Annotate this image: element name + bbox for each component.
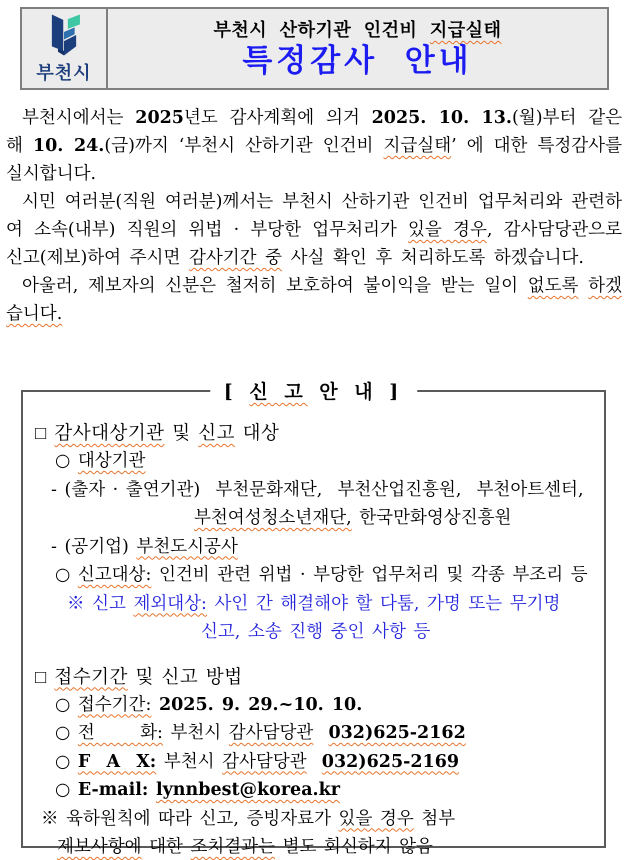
- intro-paragraph-3: [6, 272, 622, 328]
- text-run: □: [35, 665, 55, 687]
- text-run: 사실 확인 후 처리하도록 하겠습니다.: [282, 248, 584, 268]
- text-run: F A X:: [77, 751, 157, 772]
- logo-caption: 부천시: [36, 62, 92, 83]
- text-run: 지급실태: [429, 20, 502, 40]
- text-run: ’ 에 대한 특정감사를 실시합니다.: [6, 136, 622, 184]
- text-run: 대상: [234, 422, 280, 443]
- text-run: ※ 신고: [67, 593, 134, 614]
- text-run: ○: [55, 780, 78, 800]
- text-run: 시민 여러분(직원 여러분)께서는 부천시 산하기관 인건비 업무처리와 관련하여 소속(내부) 직원의 위법 · 부당한 업무처리가: [6, 192, 622, 240]
- header-title-cell: [108, 9, 607, 88]
- bucheon-city-logo-icon: [41, 13, 87, 57]
- logo-cell: [22, 9, 108, 88]
- text-run: [: [223, 381, 250, 403]
- text-run: 대상기관: [77, 451, 146, 471]
- text-run: ○: [55, 751, 78, 772]
- text-run: ○: [55, 565, 78, 585]
- text-run: 부천여성청소년재단,: [194, 508, 352, 528]
- intro-paragraph-1: [6, 104, 622, 188]
- text-run: 032)625-2169: [321, 751, 460, 772]
- text-run: 안 내 ]: [307, 381, 404, 403]
- text-run: lynnbest@korea.kr: [155, 780, 340, 800]
- text-run: 제보사항에: [57, 837, 142, 857]
- section1-heading: [35, 418, 598, 447]
- text-run: 032)625-2162: [328, 723, 466, 743]
- text-run: - (공기업): [51, 536, 137, 557]
- line-phone: [55, 719, 598, 748]
- text-run: 한국만화영상진흥원: [351, 508, 512, 528]
- line-reception-period: [55, 691, 598, 720]
- text-run: [578, 276, 588, 296]
- report-guide-box: [21, 381, 606, 857]
- text-run: 부천시 산하기관 인건비: [213, 20, 430, 40]
- text-run: 접수기간:: [77, 694, 152, 715]
- text-run: 조치결과는: [190, 837, 275, 857]
- text-run: 인건비 관련 위법 · 부당한 업무처리 및 각종 부조리 등: [151, 565, 588, 585]
- text-run: 부천시에서는: [22, 108, 136, 128]
- line-invested-orgs: [51, 476, 598, 505]
- text-run: 신고대상:: [77, 565, 152, 585]
- text-run: [313, 723, 328, 743]
- text-run: 아울러, 제보자의 신분은 철저히 보호하여 불이익을 받는 일이: [22, 276, 528, 296]
- text-run: 사인 간 해결해야 할 다툼, 가명 또는 무기명: [206, 593, 561, 614]
- text-run: 별도 회신하지 않음: [275, 837, 433, 857]
- text-run: 전 화:: [77, 723, 163, 743]
- text-run: , 감사담당관으로 신고(제보)하여 주시면: [6, 220, 622, 268]
- line-invested-orgs-cont: [194, 504, 598, 533]
- text-run: E-mail:: [77, 780, 149, 800]
- text-run: (금)까지 ‘부천시 산하기관 인건비: [104, 136, 384, 156]
- text-run: 감사담당관: [222, 751, 307, 772]
- text-run: 2025: [135, 108, 184, 128]
- text-run: 년도 감사계획에 의거: [183, 108, 372, 128]
- line-fax: [55, 748, 598, 777]
- text-run: 신고, 소송 진행 중인 사항 등: [201, 622, 431, 642]
- line-report-exclusions-2: [201, 618, 598, 647]
- line-email: [55, 776, 598, 805]
- text-run: - (출자 · 출연기관) 부천문화재단, 부천산업진흥원, 부천아트센터,: [51, 479, 584, 500]
- line-note-no-reply-text: [23, 833, 433, 860]
- text-run: 신고: [198, 422, 235, 443]
- text-run: 첨부: [413, 808, 456, 829]
- section2-heading: [35, 662, 598, 691]
- text-run: 2025. 10. 13.: [371, 108, 512, 128]
- text-run: 제외대상:: [133, 593, 207, 614]
- line-note-no-reply: [29, 833, 598, 860]
- text-run: 없도록: [527, 276, 579, 296]
- document-header: [20, 7, 609, 90]
- text-run: 부천도시공사: [136, 536, 238, 557]
- intro-paragraph-2: [6, 188, 622, 272]
- text-run: ○: [55, 451, 78, 471]
- text-run: 신 고: [249, 381, 308, 403]
- text-run: 및: [164, 422, 199, 443]
- text-run: 감사대상기관: [54, 422, 165, 443]
- text-run: 하겠습니다.: [6, 276, 622, 324]
- text-run: 대한: [141, 837, 191, 857]
- report-guide-box-title: [210, 377, 417, 404]
- text-run: [148, 780, 156, 800]
- intro-section: [6, 104, 622, 328]
- text-run: ○: [55, 694, 78, 715]
- header-title-line1: [214, 18, 502, 42]
- text-run: 있을 경우: [338, 808, 414, 829]
- header-title-line2: 특정감사 안내: [242, 43, 473, 78]
- line-note-attach: [41, 805, 598, 834]
- line-report-target: [55, 561, 598, 590]
- text-run: 감사기간 중: [188, 248, 283, 268]
- line-public-corporation: [51, 533, 598, 562]
- text-run: 2025. 9. 29.~10. 10.: [158, 694, 363, 715]
- line-target-orgs-heading: [55, 447, 598, 476]
- text-run: 부천시: [156, 751, 223, 772]
- text-run: 및 신고 방법: [127, 665, 243, 687]
- text-run: 부천시: [162, 723, 229, 743]
- text-run: ○: [55, 723, 78, 743]
- text-run: 감사담당관: [228, 723, 314, 743]
- line-report-exclusions-1: [67, 590, 598, 619]
- text-run: □: [35, 422, 55, 443]
- text-run: ※ 육하원칙에 따라 신고, 증빙자료가: [41, 808, 339, 829]
- text-run: 지급실태: [383, 136, 452, 156]
- text-run: 접수기간: [54, 665, 128, 687]
- text-run: (월)부터 같은 해: [6, 108, 623, 156]
- text-run: [307, 752, 322, 772]
- text-run: [151, 695, 159, 715]
- text-run: 10. 24.: [32, 136, 105, 156]
- text-run: 있을 경우: [408, 220, 487, 240]
